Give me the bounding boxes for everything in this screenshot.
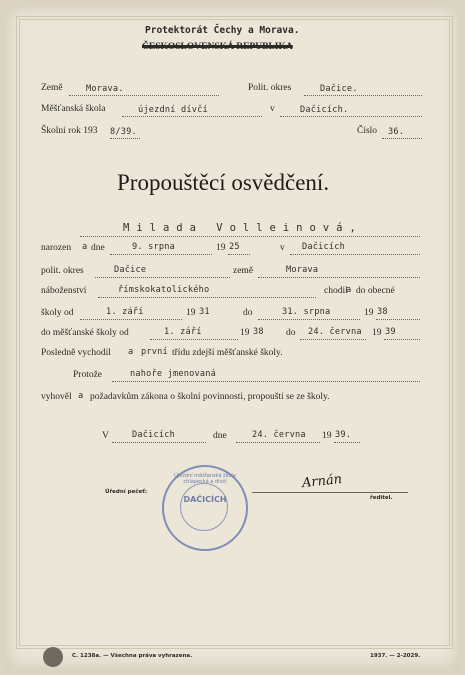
- year-2: 38: [377, 307, 388, 317]
- nabozenstvi-label: náboženství: [41, 286, 87, 296]
- birth-year: 25: [229, 242, 240, 252]
- year-1: 31: [199, 307, 210, 317]
- cislo-value: 36.: [388, 127, 405, 137]
- polit-okres-value: Dačice: [114, 265, 147, 275]
- zeme-label: Země: [41, 83, 63, 93]
- polit-okres-label: polit. okres: [41, 266, 84, 276]
- year-4: 39: [385, 327, 396, 337]
- closing-place: Dačicích: [132, 430, 175, 440]
- document-title: Propouštěcí osvědčení.: [117, 170, 330, 195]
- mestske-od-value: 1. září: [164, 327, 202, 337]
- crest-icon: [43, 647, 63, 667]
- republic-struck-heading: ČESKOSLOVENSKÁ REPUBLIKA: [142, 42, 293, 52]
- protoze-label: Protože: [73, 370, 103, 380]
- official-stamp: [162, 465, 248, 551]
- chodila-label: chodil: [324, 286, 348, 296]
- print-code: 1937. — 2-2029.: [370, 653, 421, 659]
- skoly-od-value: 1. září: [106, 307, 144, 317]
- nabozenstvi-value: římskokatolického: [118, 285, 210, 295]
- stamp-label: Úřední pečeť:: [105, 489, 148, 495]
- form-number: C. 1238a. — Všechna práva vyhrazena.: [72, 653, 193, 659]
- vyhovel-label: vyhověl: [41, 392, 72, 402]
- closing-dne-label: dne: [213, 431, 227, 441]
- okres-value: Dačice.: [320, 84, 358, 94]
- closing-year: 39.: [335, 430, 352, 440]
- year-3: 38: [253, 327, 264, 337]
- rok-value: 8/39.: [110, 127, 137, 137]
- stamp-ring-text: Újezdní měšťanská škola chlapecká a dívčí: [174, 473, 236, 485]
- closing-date: 24. června: [252, 430, 306, 440]
- dne-label: dne: [91, 243, 105, 253]
- zeme-label-body: země: [233, 266, 254, 276]
- mestske-label: do měšťanské školy od: [41, 328, 129, 338]
- director-signature: Arnán: [301, 471, 343, 492]
- v-value: Dačicích.: [300, 105, 349, 115]
- zeme-value: Morava.: [86, 84, 124, 94]
- skoly-od-label: školy od: [41, 308, 74, 318]
- zeme-value-body: Morava: [286, 265, 319, 275]
- birth-place: Dačicích: [302, 242, 345, 252]
- v-label: v: [270, 104, 275, 114]
- do2-value: 24. června: [308, 327, 362, 337]
- rok-label: Školní rok 193: [41, 126, 98, 136]
- skola-label: Měšťanská škola: [41, 104, 106, 114]
- stamp-city: DAČICÍCH: [183, 495, 227, 504]
- closing-v-label: V: [102, 431, 109, 441]
- narozen-label: narozen: [41, 243, 72, 253]
- posledne-value: první: [141, 347, 168, 357]
- protoze-value: nahoře jmenovaná: [130, 369, 216, 379]
- skola-value: újezdní dívčí: [138, 105, 208, 115]
- reditel-label: ředitel.: [370, 495, 393, 501]
- posledne-label: Posledně vychodil: [41, 348, 111, 358]
- do-value: 31. srpna: [282, 307, 331, 317]
- student-name: Milada Volleinová,: [123, 222, 363, 234]
- okres-label: Polit. okres: [248, 83, 292, 93]
- protectorate-heading: Protektorát Čechy a Morava.: [145, 25, 300, 36]
- birth-date: 9. srpna: [132, 242, 175, 252]
- cislo-label: Číslo: [357, 126, 378, 136]
